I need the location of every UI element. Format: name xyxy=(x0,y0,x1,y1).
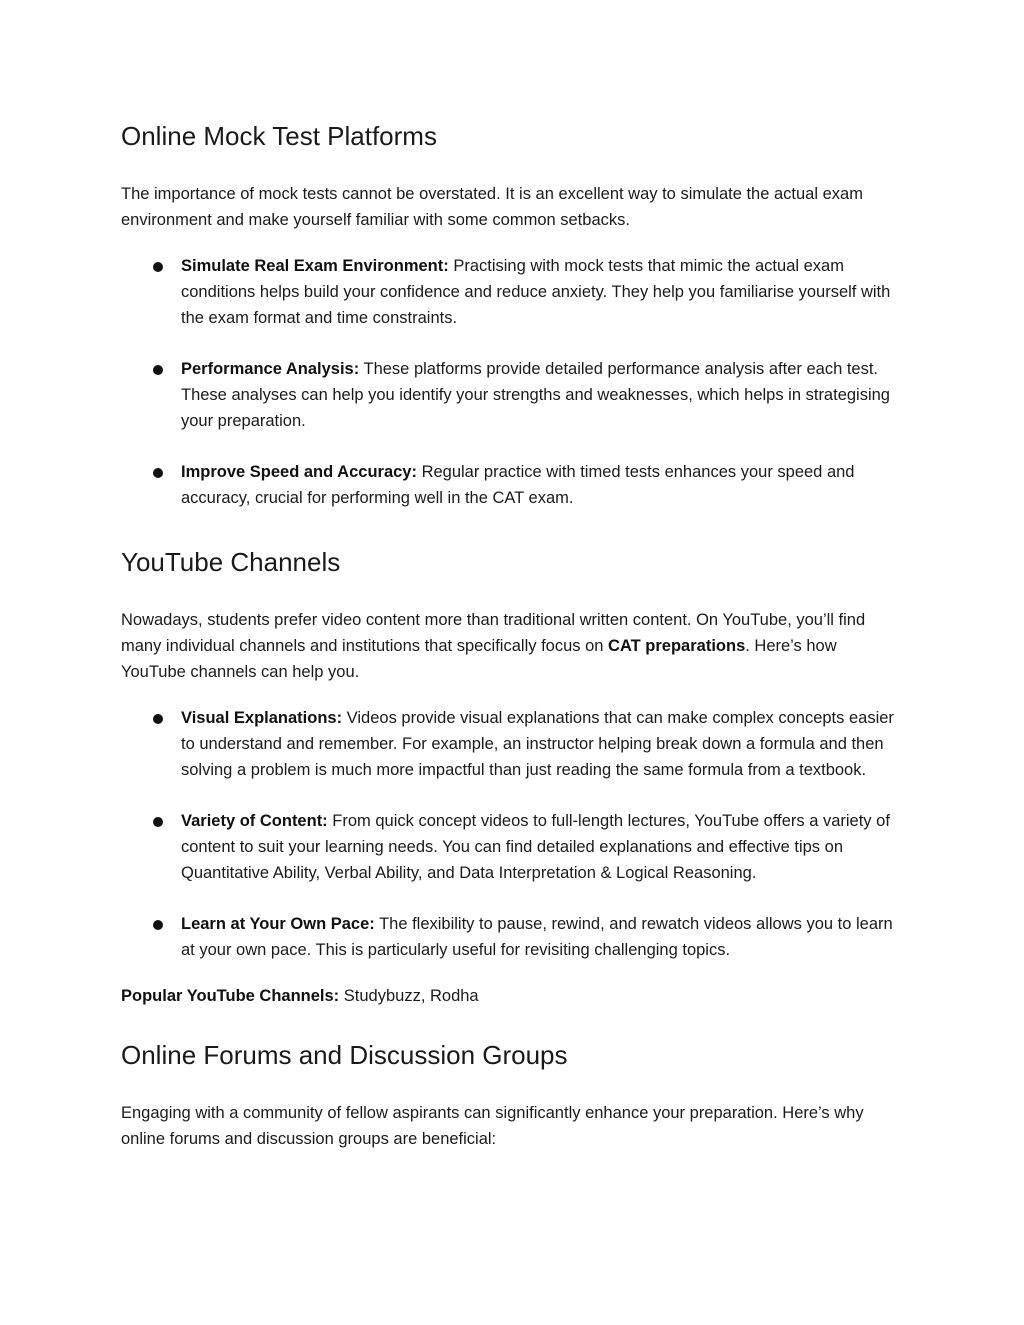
popular-channels-label: Popular YouTube Channels: xyxy=(121,987,340,1005)
bullet-text: Practising with mock tests that mimic the actual exam conditions helps build your confidence and reduce anxiety. They help you familiarise yourself with the exam format and time constraints. xyxy=(181,257,891,327)
bullet-text: Regular practice with timed tests enhances your speed and accuracy, crucial for performing well in the CAT exam. xyxy=(181,463,855,507)
section-intro-youtube xyxy=(121,607,905,685)
bullet-icon xyxy=(153,920,163,930)
section-intro-forums: Engaging with a community of fellow aspirants can significantly enhance your preparation. Here’s why online forums and discussion groups are beneficial: xyxy=(121,1104,864,1148)
bullet-title: Learn at Your Own Pace: xyxy=(181,915,375,933)
bullet-text: These platforms provide detailed performance analysis after each test. These analyses can help you identify your strengths and weaknesses, which helps in strategising your preparation. xyxy=(181,360,890,430)
bullet-icon xyxy=(153,468,163,478)
intro-text-start: Nowadays, students prefer video content more than traditional written content. On YouTube, you’ll find many individual channels and institutions that specifically focus on xyxy=(121,611,866,655)
bullet-title: Variety of Content: xyxy=(181,812,328,830)
section-intro-mock-tests: The importance of mock tests cannot be overstated. It is an excellent way to simulate the actual exam environment and make yourself familiar with some common setbacks. xyxy=(121,185,863,229)
section-heading-forums: Online Forums and Discussion Groups xyxy=(121,1040,568,1070)
bullet-list-youtube xyxy=(121,705,905,963)
bullet-icon xyxy=(153,714,163,724)
intro-text-bold: CAT preparations xyxy=(608,637,746,655)
bullet-icon xyxy=(153,365,163,375)
bullet-title: Visual Explanations: xyxy=(181,709,343,727)
list-item xyxy=(121,356,905,434)
bullet-icon xyxy=(153,262,163,272)
list-item xyxy=(121,459,905,511)
popular-channels-line xyxy=(121,983,905,1009)
bullet-list-mock-tests xyxy=(121,253,905,511)
bullet-text: From quick concept videos to full-length lectures, YouTube offers a variety of content to suit your learning needs. You can find detailed explanations and effective tips on Quantitative Ability, Verbal Ability, and Data Interpretation & Logical Reasoning. xyxy=(181,812,890,882)
bullet-text: Videos provide visual explanations that can make complex concepts easier to understand and remember. For example, an instructor helping break down a formula and then solving a problem is much more impactful than just reading the same formula from a textbook. xyxy=(181,709,894,779)
document-page xyxy=(121,118,905,1152)
bullet-title: Performance Analysis: xyxy=(181,360,360,378)
list-item xyxy=(121,911,905,963)
list-item xyxy=(121,705,905,783)
section-heading-mock-tests: Online Mock Test Platforms xyxy=(121,121,437,151)
section-heading-youtube: YouTube Channels xyxy=(121,547,341,577)
bullet-text: The flexibility to pause, rewind, and rewatch videos allows you to learn at your own pace. This is particularly useful for revisiting challenging topics. xyxy=(181,915,893,959)
popular-channels-value: Studybuzz, Rodha xyxy=(339,987,479,1005)
bullet-title: Simulate Real Exam Environment: xyxy=(181,257,449,275)
list-item xyxy=(121,253,905,331)
bullet-icon xyxy=(153,817,163,827)
bullet-title: Improve Speed and Accuracy: xyxy=(181,463,417,481)
list-item xyxy=(121,808,905,886)
intro-text-end: . Here’s how YouTube channels can help you. xyxy=(121,637,837,681)
